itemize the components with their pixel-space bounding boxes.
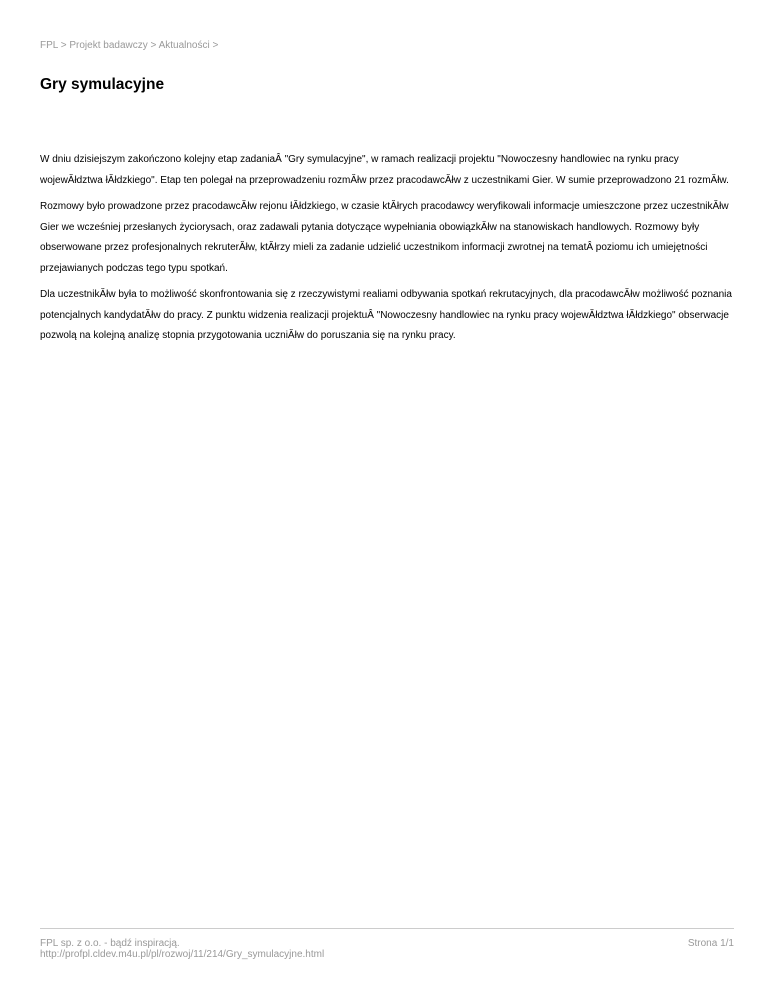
article-paragraph: W dniu dzisiejszym zakończono kolejny etap zadaniaÂ "Gry symulacyjne", w ramach realizacji projektu "Nowoczesny handlowiec na rynku pracy wojewĂłdztwa łĂłdzkiego". Etap ten polegał na przeprowadzeniu rozmĂłw przez pracodawcĂłw z uczestnikami Gier. W sumie przeprowadzono 21 rozmĂłw.: [40, 154, 729, 186]
footer-url[interactable]: http://profpl.cldev.m4u.pl/pl/rozwoj/11/214/Gry_symulacyjne.html: [40, 949, 325, 960]
article-paragraph: Rozmowy było prowadzone przez pracodawcĂłw rejonu łĂłdzkiego, w czasie ktĂłrych pracodawcy weryfikowali informacje umieszczone przez uczestnikĂłw Gier we wcześniej przesłanych życiorysach, oraz zadawali pytania dotyczące wypełniania obowiązkĂłw na stanowiskach handlowych. Rozmowy były obserwowane przez profesjonalnych rekruterĂłw, ktĂłrzy mieli za zadanie udzielić uczestnikom informacji zwrotnej na tematÂ poziomu ich umiejętności przejawianych podczas tego typu spotkań.: [40, 201, 729, 274]
footer-company: FPL sp. z o.o. - bądź inspiracją.: [40, 938, 180, 949]
page-number: Strona 1/1: [687, 938, 734, 949]
page-title: Gry symulacyjne: [40, 76, 165, 93]
article-body: [40, 150, 740, 353]
article-paragraph: Dla uczestnikĂłw była to możliwość skonfrontowania się z rzeczywistymi realiami odbywania spotkań rekrutacyjnych, dla pracodawcĂłw możliwość poznania potencjalnych kandydatĂłw do pracy. Z punktu widzenia realizacji projektuÂ "Nowoczesny handlowiec na rynku pracy wojewĂłdztwa łĂłdzkiego" obserwacje pozwolą na kolejną analizę stopnia przygotowania uczniĂłw do poruszania się na rynku pracy.: [40, 289, 732, 341]
page-footer: [40, 928, 734, 960]
footer-info: [40, 938, 734, 960]
breadcrumb[interactable]: FPL > Projekt badawczy > Aktualności >: [40, 40, 219, 51]
